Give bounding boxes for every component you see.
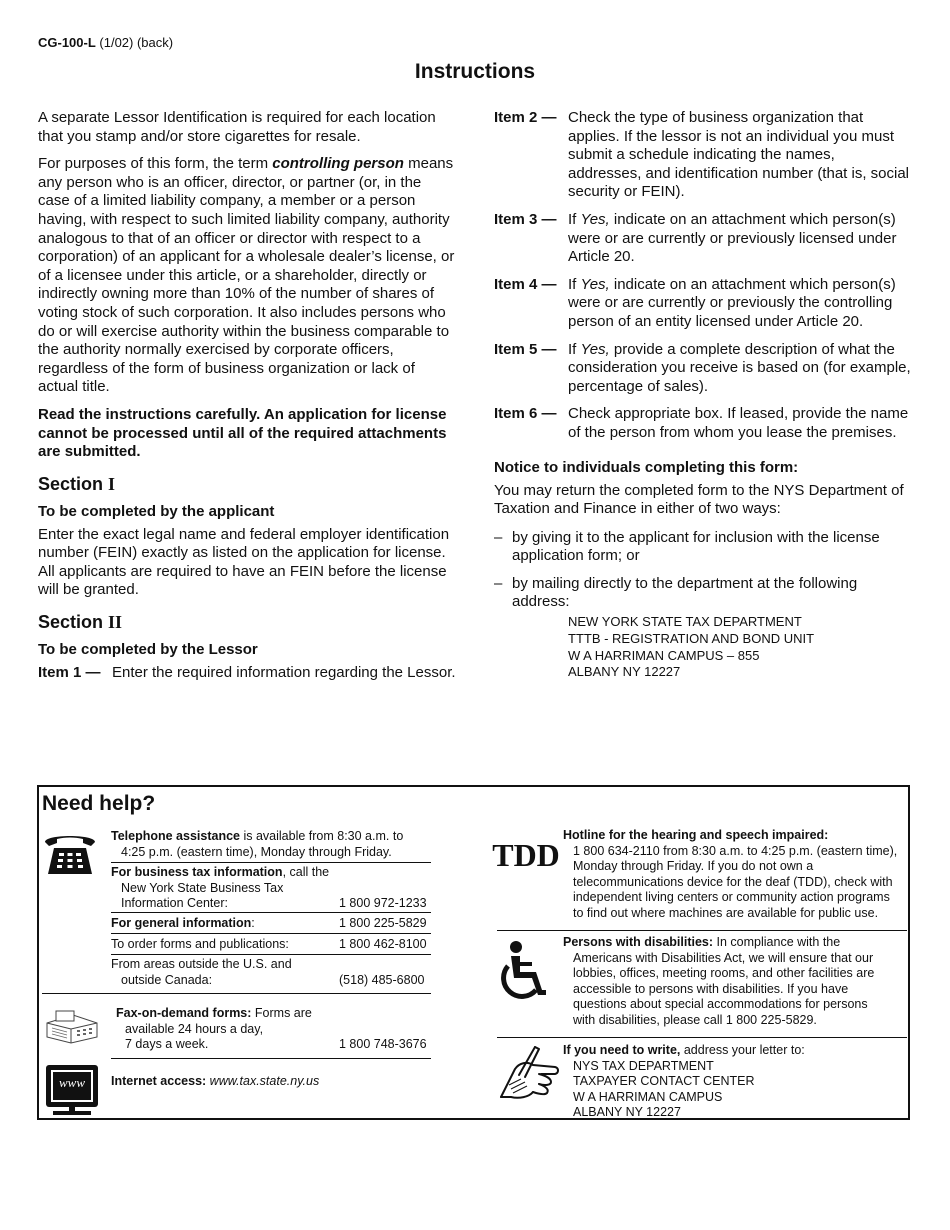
divider — [42, 993, 431, 994]
hearing-hotline — [563, 828, 908, 921]
biz-bold: For business tax information — [111, 865, 283, 879]
item-1 — [38, 664, 456, 683]
write-to-us — [563, 1043, 908, 1121]
yes-word: Yes, — [580, 340, 610, 358]
left-column — [38, 109, 456, 692]
gen-colon: : — [251, 916, 255, 930]
internet-access — [111, 1074, 431, 1090]
section-1-heading — [38, 474, 456, 495]
internet-url[interactable]: www.tax.state.ny.us — [209, 1074, 320, 1088]
computer-icon — [45, 1064, 101, 1118]
need-help-title: Need help? — [42, 792, 156, 815]
disabilities — [563, 935, 908, 1028]
net-bold: Internet access: — [111, 1074, 207, 1088]
item-2-text: Check the type of business organization that applies. If the lessor is not an individual you must submit a schedule indicating the names, addresses, and identification number (that is, social security or FEIN). — [568, 109, 910, 201]
section-1-text: Enter the exact legal name and federal employer identification number (FEIN) exactly as listed on the application for license. All applicants are required to have an FEIN before the license will be granted. — [38, 525, 450, 599]
address-line: NEW YORK STATE TAX DEPARTMENT — [568, 614, 802, 630]
divider — [497, 1037, 907, 1038]
outside-line-1: From areas outside the U.S. and — [111, 957, 292, 971]
item-3 — [494, 211, 912, 267]
warning-paragraph: Read the instructions carefully. An application for license cannot be processed until all of the required attachments are submitted. — [38, 405, 447, 461]
form-revision: (1/02) (back) — [95, 35, 174, 50]
section-2-heading — [38, 612, 456, 633]
item-3-label: Item 3 — — [494, 210, 557, 228]
fax-text: Forms are — [251, 1006, 312, 1020]
tel-text-2: 4:25 p.m. (eastern time), Monday through Friday. — [121, 844, 392, 859]
form-code — [38, 35, 173, 50]
fax-on-demand — [116, 1006, 431, 1053]
write-line: NYS TAX DEPARTMENT — [573, 1058, 714, 1073]
item-4-body: indicate on an attachment which person(s) were or are currently or previously the controlling person of an entity licensed under Article 20. — [568, 275, 896, 330]
outside-line-2: outside Canada: — [121, 972, 213, 987]
yes-word: Yes, — [580, 210, 610, 228]
address-line: W A HARRIMAN CAMPUS – 855 — [568, 647, 760, 663]
section-2-subheading: To be completed by the Lessor — [38, 641, 258, 659]
item-5-label: Item 5 — — [494, 340, 557, 358]
tdd-icon — [492, 832, 560, 873]
forms-label: To order forms and publications: — [111, 937, 289, 951]
fax-line-3: 7 days a week. — [125, 1037, 209, 1051]
item-6-text: Check appropriate box. If leased, provide the name of the person from whom you lease the premises. — [568, 405, 909, 441]
yes-word: Yes, — [580, 275, 610, 293]
divider — [111, 862, 431, 863]
dash-mark: – — [494, 574, 503, 592]
section-2-label: Section — [38, 612, 109, 633]
write-bold: If you need to write, — [563, 1043, 681, 1057]
dis-line: questions about special accommodations for persons — [573, 997, 868, 1011]
item-5-body: provide a complete description of what the consideration you receive is based on (for example, percentage of sales). — [568, 340, 911, 395]
dis-line: Americans with Disabilities Act, we will ensure that our — [573, 950, 874, 965]
section-1-numeral: I — [108, 473, 116, 494]
tdd-glyph: TDD — [492, 837, 560, 873]
item-5 — [494, 341, 912, 397]
definition-term: controlling person — [272, 155, 404, 173]
fax-line-2: available 24 hours a day, — [125, 1021, 264, 1036]
form-number: CG-100-L — [38, 35, 96, 50]
section-1-label: Section — [38, 473, 109, 494]
item-5-text — [568, 341, 912, 397]
fax-icon — [43, 1005, 101, 1043]
hot-line: to find out where machines are available for public use. — [573, 905, 879, 920]
item-4-text — [568, 276, 912, 332]
telephone-icon — [42, 830, 98, 876]
item-2-label: Item 2 — — [494, 109, 557, 126]
item-3-body: indicate on an attachment which person(s) were or are currently or previously licensed under Article 20. — [568, 210, 897, 266]
notice-text: You may return the completed form to the NYS Department of Taxation and Finance in either of two ways: — [494, 481, 904, 518]
address-line: ALBANY NY 12227 — [568, 664, 681, 680]
item-6-label: Item 6 — — [494, 405, 557, 423]
item-1-label: Item 1 — — [38, 664, 101, 682]
bullet-2-text: by mailing directly to the department at the following address: — [512, 574, 858, 611]
notice-bullet-1 — [494, 529, 912, 566]
write-line: W A HARRIMAN CAMPUS — [573, 1089, 723, 1104]
intro-paragraph: A separate Lessor Identification is required for each location that you stamp and/or store cigarettes for resale. — [38, 109, 436, 145]
if-word: If — [568, 275, 581, 293]
write-text: address your letter to: — [680, 1043, 805, 1057]
notice-heading: Notice to individuals completing this form: — [494, 458, 799, 476]
hot-bold: Hotline for the hearing and speech impaired: — [563, 828, 829, 842]
divider — [111, 1058, 431, 1059]
if-word: If — [568, 340, 581, 358]
gen-phone: 1 800 225-5829 — [339, 916, 427, 930]
biz-phone: 1 800 972-1233 — [339, 896, 427, 910]
item-3-text — [568, 211, 912, 267]
item-6 — [494, 405, 912, 442]
fax-bold: Fax-on-demand forms: — [116, 1006, 252, 1020]
page-title: Instructions — [414, 60, 536, 83]
address-line: TTTB - REGISTRATION AND BOND UNIT — [568, 630, 815, 646]
dis-line: with disabilities, please call 1 800 225-5829. — [573, 1012, 817, 1027]
item-4-label: Item 4 — — [494, 275, 557, 293]
item-4 — [494, 276, 912, 332]
write-line: ALBANY NY 12227 — [573, 1105, 681, 1119]
definition-text: means any person who is an officer, director, or partner (or, in the case of a limited liability company, a member or a person having, with respect to such limited liability company, authority analogous to that of an officer or director with respect to a corporation) of an applicant for a wholesale dealer’s license, or of a licensee under this article, or a shareholder, directly or indirectly owning more than 10% of the number of shares of voting stock of such corporation. It also includes persons who do or will exercise authority within the business comparable to the authority normally exercised by corporate officers, regardless of the form of business organization or lack of actual title. — [38, 155, 455, 396]
divider — [111, 933, 431, 934]
gen-bold: For general information — [111, 916, 252, 930]
item-2 — [494, 109, 912, 202]
dis-line: accessible to persons with disabilities. If you have — [573, 981, 849, 996]
hot-line: 1 800 634-2110 from 8:30 a.m. to 4:25 p.m. (eastern time), — [573, 843, 898, 858]
tel-bold: Telephone assistance — [111, 829, 240, 843]
item-1-text: Enter the required information regarding the Lessor. — [112, 664, 456, 682]
dash-mark: – — [494, 528, 503, 546]
right-column — [494, 109, 912, 681]
general-info-row — [111, 916, 431, 932]
definition-pre: For purposes of this form, the term — [38, 155, 273, 173]
divider — [111, 912, 431, 913]
definition-paragraph — [38, 155, 456, 397]
writing-hand-icon — [495, 1045, 561, 1103]
hot-line: telecommunications device for the deaf (TDD), check with — [573, 874, 893, 889]
section-2-numeral: II — [108, 612, 123, 633]
hot-line: Monday through Friday. If you do not own a — [573, 859, 814, 873]
biz-line-2: New York State Business Tax — [121, 880, 284, 895]
notice-bullet-2 — [494, 575, 912, 612]
divider — [497, 930, 907, 931]
telephone-assistance — [111, 829, 431, 860]
bullet-1-text: by giving it to the applicant for inclusion with the license application form; or — [512, 528, 880, 565]
outside-phone: (518) 485-6800 — [339, 972, 425, 987]
forms-phone: 1 800 462-8100 — [339, 937, 427, 951]
wheelchair-icon — [494, 940, 554, 1002]
tel-text: is available from 8:30 a.m. to — [240, 829, 404, 843]
biz-text: , call the — [282, 865, 330, 879]
divider — [111, 954, 431, 955]
business-tax-row — [111, 865, 431, 912]
forms-row — [111, 937, 431, 953]
dis-line: lobbies, offices, meeting rooms, and other facilities are — [573, 966, 875, 980]
dis-bold: Persons with disabilities: — [563, 935, 714, 949]
write-line: TAXPAYER CONTACT CENTER — [573, 1074, 755, 1088]
if-word: If — [568, 210, 581, 228]
outside-row — [111, 957, 431, 988]
hot-line: independent living centers or community action programs — [573, 890, 890, 904]
dis-text: In compliance with the — [713, 935, 841, 949]
www-label: www — [58, 1075, 85, 1090]
section-1-subheading: To be completed by the applicant — [38, 502, 275, 520]
biz-line-3: Information Center: — [121, 896, 228, 910]
fax-phone: 1 800 748-3676 — [339, 1037, 427, 1051]
mailing-address — [568, 614, 912, 681]
